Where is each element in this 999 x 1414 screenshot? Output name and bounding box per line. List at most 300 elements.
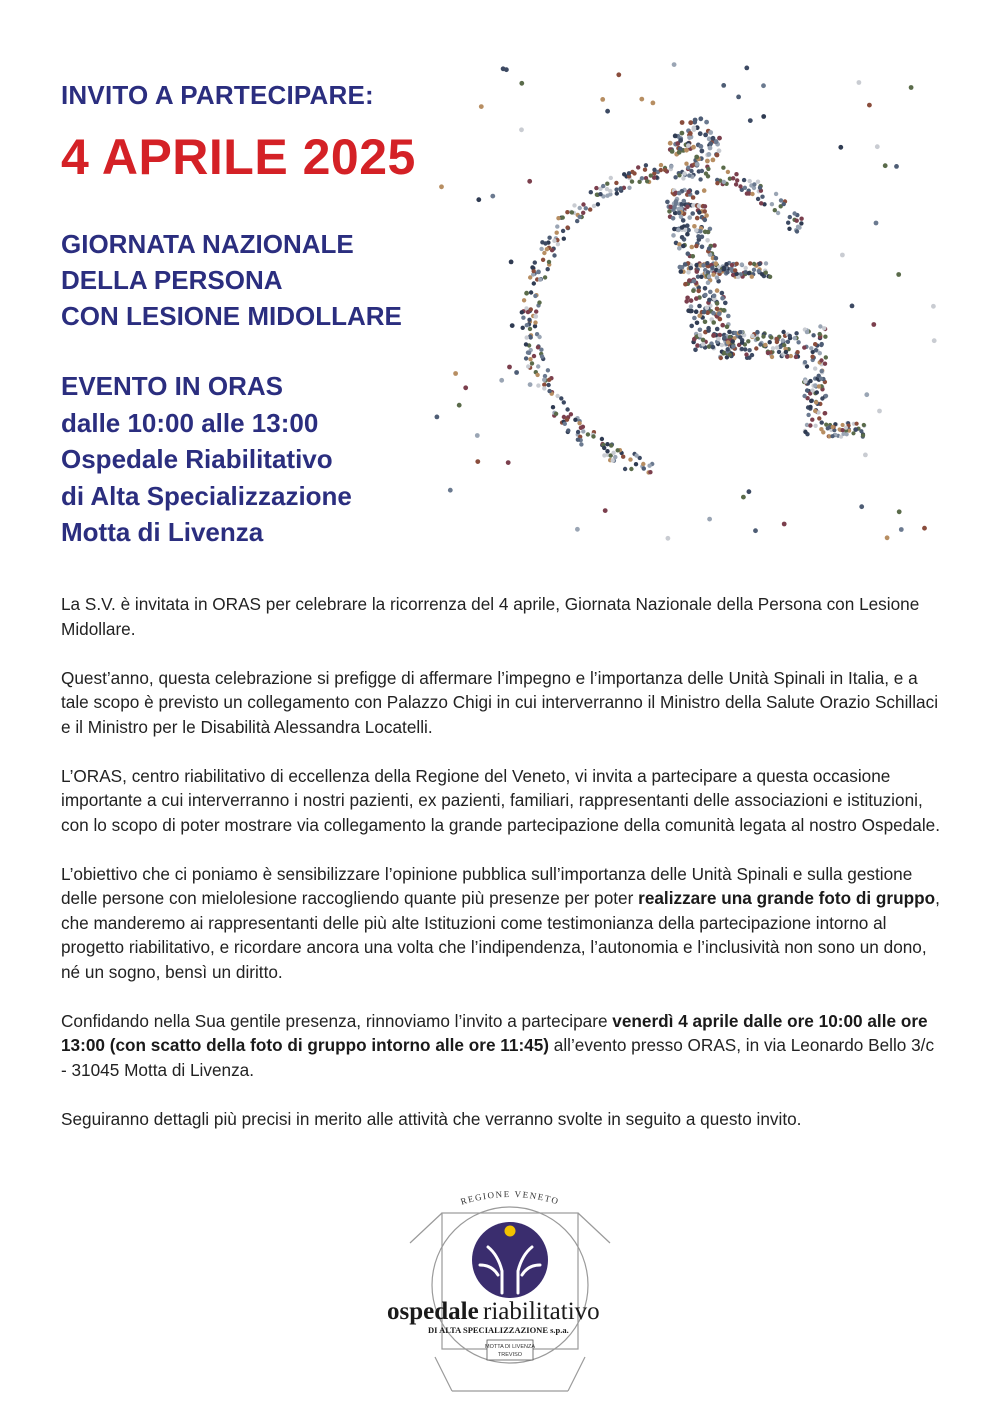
crowd-person: [509, 260, 514, 265]
crowd-person: [857, 80, 862, 85]
crowd-person: [708, 130, 713, 135]
crowd-person: [533, 294, 537, 298]
crowd-person: [691, 195, 696, 200]
crowd-person: [570, 210, 574, 214]
crowd-person: [715, 153, 720, 158]
crowd-person: [696, 234, 701, 239]
crowd-person: [479, 104, 484, 109]
crowd-person: [575, 527, 580, 532]
crowd-person: [719, 356, 723, 360]
crowd-person: [758, 186, 762, 190]
crowd-person: [728, 353, 732, 357]
crowd-person: [808, 379, 812, 383]
crowd-person: [841, 432, 845, 436]
crowd-person: [519, 81, 524, 86]
crowd-person: [711, 136, 716, 141]
crowd-person: [501, 66, 506, 71]
crowd-person: [695, 321, 700, 326]
crowd-person: [681, 218, 686, 223]
crowd-person: [700, 169, 704, 173]
crowd-person: [715, 288, 720, 293]
crowd-person: [536, 345, 540, 349]
crowd-person: [744, 66, 749, 71]
crowd-person: [731, 344, 735, 348]
crowd-person: [718, 317, 723, 322]
crowd-person: [741, 495, 746, 500]
crowd-person: [750, 334, 754, 338]
crowd-person: [748, 261, 752, 265]
crowd-person: [524, 342, 528, 346]
crowd-person: [673, 134, 678, 139]
crowd-person: [678, 265, 683, 270]
crowd-person: [760, 195, 764, 199]
event-details-line: EVENTO IN ORAS: [61, 371, 284, 401]
crowd-person: [546, 368, 550, 372]
crowd-person: [768, 275, 772, 279]
paragraph-6: Seguiranno dettagli più precisi in merito alle attività che verranno svolte in seguito a questo invito.: [61, 1108, 802, 1129]
crowd-person: [687, 135, 692, 140]
crowd-person: [756, 180, 760, 184]
crowd-person: [555, 224, 559, 228]
crowd-person: [748, 118, 753, 123]
crowd-person: [652, 168, 656, 172]
crowd-person: [697, 304, 702, 309]
crowd-person: [538, 277, 542, 281]
crowd-person: [529, 307, 533, 311]
crowd-person: [706, 328, 711, 333]
crowd-person: [629, 467, 633, 471]
crowd-person: [818, 324, 822, 328]
crowd-person: [690, 245, 695, 250]
crowd-person: [775, 337, 779, 341]
crowd-person: [705, 261, 709, 265]
crowd-person: [748, 179, 752, 183]
crowd-person: [850, 304, 855, 309]
crowd-person: [439, 184, 444, 189]
crowd-person: [556, 242, 560, 246]
crowd-person: [701, 338, 706, 343]
crowd-person: [565, 225, 569, 229]
crowd-person: [586, 432, 590, 436]
crowd-person: [853, 427, 858, 432]
crowd-person: [563, 422, 567, 426]
crowd-person: [689, 324, 694, 329]
crowd-person: [788, 334, 792, 338]
crowd-person: [605, 442, 609, 446]
crowd-person: [686, 143, 691, 148]
crowd-person: [700, 149, 705, 154]
crowd-person: [453, 371, 458, 376]
crowd-person: [794, 355, 798, 359]
crowd-person: [611, 451, 615, 455]
crowd-person: [536, 270, 541, 275]
crowd-person: [779, 198, 783, 202]
crowd-person: [663, 168, 667, 172]
crowd-person: [594, 186, 598, 190]
paragraph-5-highlight: venerdì 4 aprile dalle ore 10:00 alle ore 13:00 (con scatto della foto di gruppo intorno alle ore 11:45): [61, 1010, 928, 1055]
crowd-person: [532, 281, 536, 285]
crowd-person: [679, 269, 684, 274]
crowd-person: [528, 327, 532, 331]
crowd-person: [577, 421, 581, 425]
crowd-person: [864, 392, 869, 397]
crowd-person: [674, 199, 679, 204]
crowd-person: [677, 211, 682, 216]
crowd-person: [747, 271, 751, 275]
crowd-person: [715, 307, 720, 312]
crowd-person: [555, 394, 559, 398]
crowd-person: [536, 383, 540, 387]
crowd-person: [648, 470, 652, 474]
crowd-person: [576, 438, 580, 442]
crowd-person: [802, 394, 806, 398]
crowd-person: [521, 326, 525, 330]
crowd-person: [695, 162, 699, 166]
invitation-body: [61, 592, 941, 1156]
crowd-person: [705, 238, 710, 243]
crowd-person: [649, 173, 653, 177]
logo-name-light: riabilitativo: [483, 1298, 600, 1325]
crowd-person: [540, 354, 544, 358]
crowd-person: [561, 215, 565, 219]
crowd-person: [588, 207, 592, 211]
crowd-person: [534, 309, 538, 313]
crowd-person: [909, 85, 914, 90]
crowd-person: [815, 390, 819, 394]
crowd-person: [830, 434, 834, 438]
crowd-person: [705, 159, 710, 164]
crowd-person: [552, 239, 556, 243]
crowd-person: [609, 176, 613, 180]
paragraph-3: L’ORAS, centro riabilitativo di eccellenza della Regione del Veneto, vi invita a partecipare a questa occasione importante a cui interverranno i nostri pazienti, ex pazienti, familiari, rappresentanti delle associazioni e istituzioni, con lo scopo di poter mostrare via collegamento la grande partecipazione della comunità legata al nostro Ospedale.: [61, 765, 940, 835]
crowd-person: [705, 306, 710, 311]
crowd-person: [871, 322, 876, 327]
crowd-person: [820, 420, 824, 424]
crowd-person: [813, 383, 817, 387]
crowd-person: [805, 330, 809, 334]
crowd-person: [793, 336, 797, 340]
crowd-person: [885, 535, 890, 540]
crowd-person: [529, 290, 533, 294]
crowd-person: [862, 423, 866, 427]
crowd-person: [796, 340, 800, 344]
crowd-person: [546, 267, 550, 271]
crowd-person: [782, 522, 787, 527]
crowd-person: [708, 146, 713, 151]
crowd-person: [787, 227, 791, 231]
crowd-person: [747, 489, 752, 494]
crowd-person: [795, 350, 799, 354]
crowd-person: [692, 126, 697, 131]
crowd-person: [805, 388, 809, 392]
crowd-person: [802, 345, 806, 349]
crowd-person: [659, 168, 663, 172]
crowd-person: [528, 275, 532, 279]
logo-place-1: MOTTA DI LIVENZA: [484, 1344, 536, 1350]
crowd-person: [756, 197, 760, 201]
crowd-person: [782, 202, 786, 206]
crowd-person: [814, 348, 818, 352]
crowd-person: [824, 423, 828, 427]
crowd-person: [547, 378, 551, 382]
crowd-person: [733, 268, 737, 272]
crowd-person: [863, 453, 868, 458]
crowd-person: [527, 318, 531, 322]
crowd-person: [530, 361, 534, 365]
paragraph-5-text: all’evento presso ORAS, in via Leonardo Bello 3/c - 31045 Motta di Livenza.: [61, 1035, 935, 1080]
paragraph-5-text: Confidando nella Sua gentile presenza, rinnoviamo l’invito a partecipare: [61, 1010, 613, 1031]
crowd-person: [643, 168, 647, 172]
crowd-person: [771, 346, 775, 350]
crowd-person: [686, 190, 691, 195]
crowd-person: [813, 366, 817, 370]
crowd-person: [716, 337, 721, 342]
crowd-person: [475, 433, 480, 438]
crowd-person: [537, 335, 541, 339]
crowd-person: [684, 162, 688, 166]
crowd-person: [932, 338, 937, 343]
crowd-person: [680, 131, 685, 136]
crowd-person: [725, 270, 729, 274]
crowd-person: [592, 204, 596, 208]
crowd-person: [569, 412, 573, 416]
crowd-person: [683, 262, 688, 267]
crowd-person: [820, 369, 824, 373]
crowd-person: [687, 215, 692, 220]
crowd-person: [841, 423, 845, 427]
crowd-person: [542, 386, 546, 390]
crowd-person: [795, 219, 799, 223]
crowd-person: [698, 116, 703, 121]
crowd-person: [490, 194, 495, 199]
crowd-person: [694, 296, 699, 301]
crowd-person: [672, 62, 677, 67]
crowd-person: [581, 211, 585, 215]
crowd-person: [786, 221, 790, 225]
crowd-person: [677, 150, 682, 155]
crowd-person: [686, 270, 691, 275]
crowd-person: [721, 166, 725, 170]
crowd-person: [527, 351, 531, 355]
crowd-person: [533, 320, 537, 324]
crowd-person: [781, 338, 785, 342]
crowd-person: [686, 166, 690, 170]
logo-subtitle: DI ALTA SPECIALIZZAZIONE s.p.a.: [428, 1325, 569, 1335]
crowd-person: [809, 346, 813, 350]
crowd-person: [814, 400, 818, 404]
crowd-person: [672, 205, 677, 210]
crowd-person: [712, 294, 717, 299]
crowd-person: [533, 260, 537, 264]
crowd-person: [614, 181, 618, 185]
crowd-person: [931, 304, 936, 309]
crowd-person: [694, 263, 699, 268]
crowd-person: [682, 171, 686, 175]
crowd-person: [702, 188, 707, 193]
crowd-person: [702, 310, 707, 315]
crowd-person: [641, 462, 645, 466]
crowd-person: [581, 202, 585, 206]
event-details-line: Motta di Livenza: [61, 517, 264, 547]
crowd-person: [720, 323, 725, 328]
crowd-person: [721, 83, 726, 88]
crowd-person: [707, 298, 712, 303]
crowd-person: [621, 455, 625, 459]
crowd-person: [734, 172, 738, 176]
crowd-person: [565, 407, 569, 411]
crowd-person: [743, 347, 747, 351]
crowd-person: [527, 179, 532, 184]
crowd-person: [699, 275, 703, 279]
crowd-person: [524, 291, 529, 296]
crowd-person: [722, 266, 726, 270]
crowd-person: [806, 413, 810, 417]
crowd-person: [686, 251, 691, 256]
crowd-person: [645, 179, 649, 183]
crowd-person: [556, 216, 560, 220]
crowd-person: [844, 426, 848, 430]
crowd-person: [861, 433, 865, 437]
crowd-person: [722, 335, 726, 339]
crowd-person: [774, 192, 778, 196]
crowd-person: [703, 133, 708, 138]
crowd-person: [698, 177, 702, 181]
crowd-person: [703, 286, 708, 291]
crowd-person: [677, 191, 682, 196]
crowd-person: [584, 206, 588, 210]
crowd-person: [591, 434, 595, 438]
crowd-person: [634, 453, 638, 457]
crowd-person: [823, 335, 827, 339]
crowd-person: [740, 341, 744, 345]
logo-place-2: TREVISO: [497, 1352, 523, 1358]
crowd-person: [734, 182, 738, 186]
crowd-person: [685, 205, 690, 210]
crowd-person: [692, 316, 697, 321]
crowd-person: [817, 384, 821, 388]
crowd-person: [632, 171, 636, 175]
crowd-person: [750, 275, 754, 279]
crowd-person: [703, 204, 708, 209]
crowd-person: [753, 528, 758, 533]
paragraph-4-highlight: realizzare una grande foto di gruppo: [638, 888, 936, 908]
crowd-person: [526, 364, 530, 368]
crowd-person: [707, 246, 712, 251]
crowd-person: [764, 261, 768, 265]
crowd-person: [537, 300, 541, 304]
crowd-person: [726, 347, 730, 351]
crowd-person: [682, 199, 687, 204]
oras-logo: [380, 1185, 640, 1400]
crowd-person: [797, 225, 801, 229]
crowd-person: [689, 309, 694, 314]
event-details: [61, 368, 352, 551]
crowd-person: [726, 314, 731, 319]
crowd-person: [711, 333, 716, 338]
crowd-person: [619, 186, 623, 190]
crowd-person: [897, 509, 902, 514]
crowd-person: [689, 304, 694, 309]
crowd-person: [810, 418, 814, 422]
crowd-person: [506, 460, 511, 465]
crowd-person: [706, 174, 710, 178]
crowd-person: [820, 342, 824, 346]
crowd-person: [543, 241, 547, 245]
paragraph-4: [61, 862, 941, 985]
crowd-person: [602, 446, 606, 450]
crowd-person: [809, 399, 813, 403]
crowd-person: [435, 415, 440, 420]
crowd-person: [691, 288, 696, 293]
crowd-person: [714, 261, 719, 266]
crowd-person: [726, 340, 730, 344]
crowd-person: [693, 348, 698, 353]
crowd-person: [701, 263, 705, 267]
crowd-person: [717, 136, 722, 141]
crowd-person: [602, 453, 606, 457]
crowd-person: [784, 350, 788, 354]
crowd-person: [692, 224, 697, 229]
crowd-person: [565, 418, 569, 422]
crowd-person: [770, 355, 774, 359]
logo-name-bold: ospedale: [387, 1298, 479, 1325]
crowd-person: [922, 526, 927, 531]
crowd-person: [819, 427, 823, 431]
crowd-person: [681, 244, 686, 249]
crowd-person: [634, 462, 638, 466]
crowd-person: [755, 330, 759, 334]
crowd-person: [520, 310, 524, 314]
crowd-person: [840, 253, 845, 258]
crowd-person: [603, 508, 608, 513]
crowd-person: [600, 97, 605, 102]
crowd-person: [818, 351, 822, 355]
crowd-person: [877, 409, 882, 414]
crowd-person: [628, 457, 632, 461]
crowd-person: [551, 405, 555, 409]
crowd-person: [731, 339, 735, 343]
crowd-person: [707, 517, 712, 522]
day-title: [61, 226, 402, 334]
crowd-person: [562, 400, 566, 404]
crowd-person: [542, 251, 546, 255]
crowd-person: [711, 320, 716, 325]
crowd-person: [670, 149, 675, 154]
crowd-person: [559, 396, 563, 400]
crowd-person: [761, 83, 766, 88]
crowd-person: [756, 337, 760, 341]
crowd-person: [768, 340, 772, 344]
crowd-person: [715, 301, 720, 306]
crowd-person: [810, 388, 814, 392]
crowd-person: [525, 335, 529, 339]
crowd-person: [723, 301, 728, 306]
crowd-person: [883, 163, 888, 168]
crowd-person: [794, 331, 798, 335]
crowd-person: [691, 254, 696, 259]
crowd-person: [795, 229, 799, 233]
crowd-person: [746, 339, 750, 343]
crowd-person: [704, 120, 709, 125]
crowd-person: [605, 182, 609, 186]
crowd-person: [824, 355, 828, 359]
crowd-person: [697, 204, 702, 209]
crowd-person: [711, 345, 716, 350]
crowd-person: [623, 467, 627, 471]
crowd-person: [521, 316, 525, 320]
crowd-person: [722, 308, 727, 313]
crowd-person: [613, 455, 617, 459]
